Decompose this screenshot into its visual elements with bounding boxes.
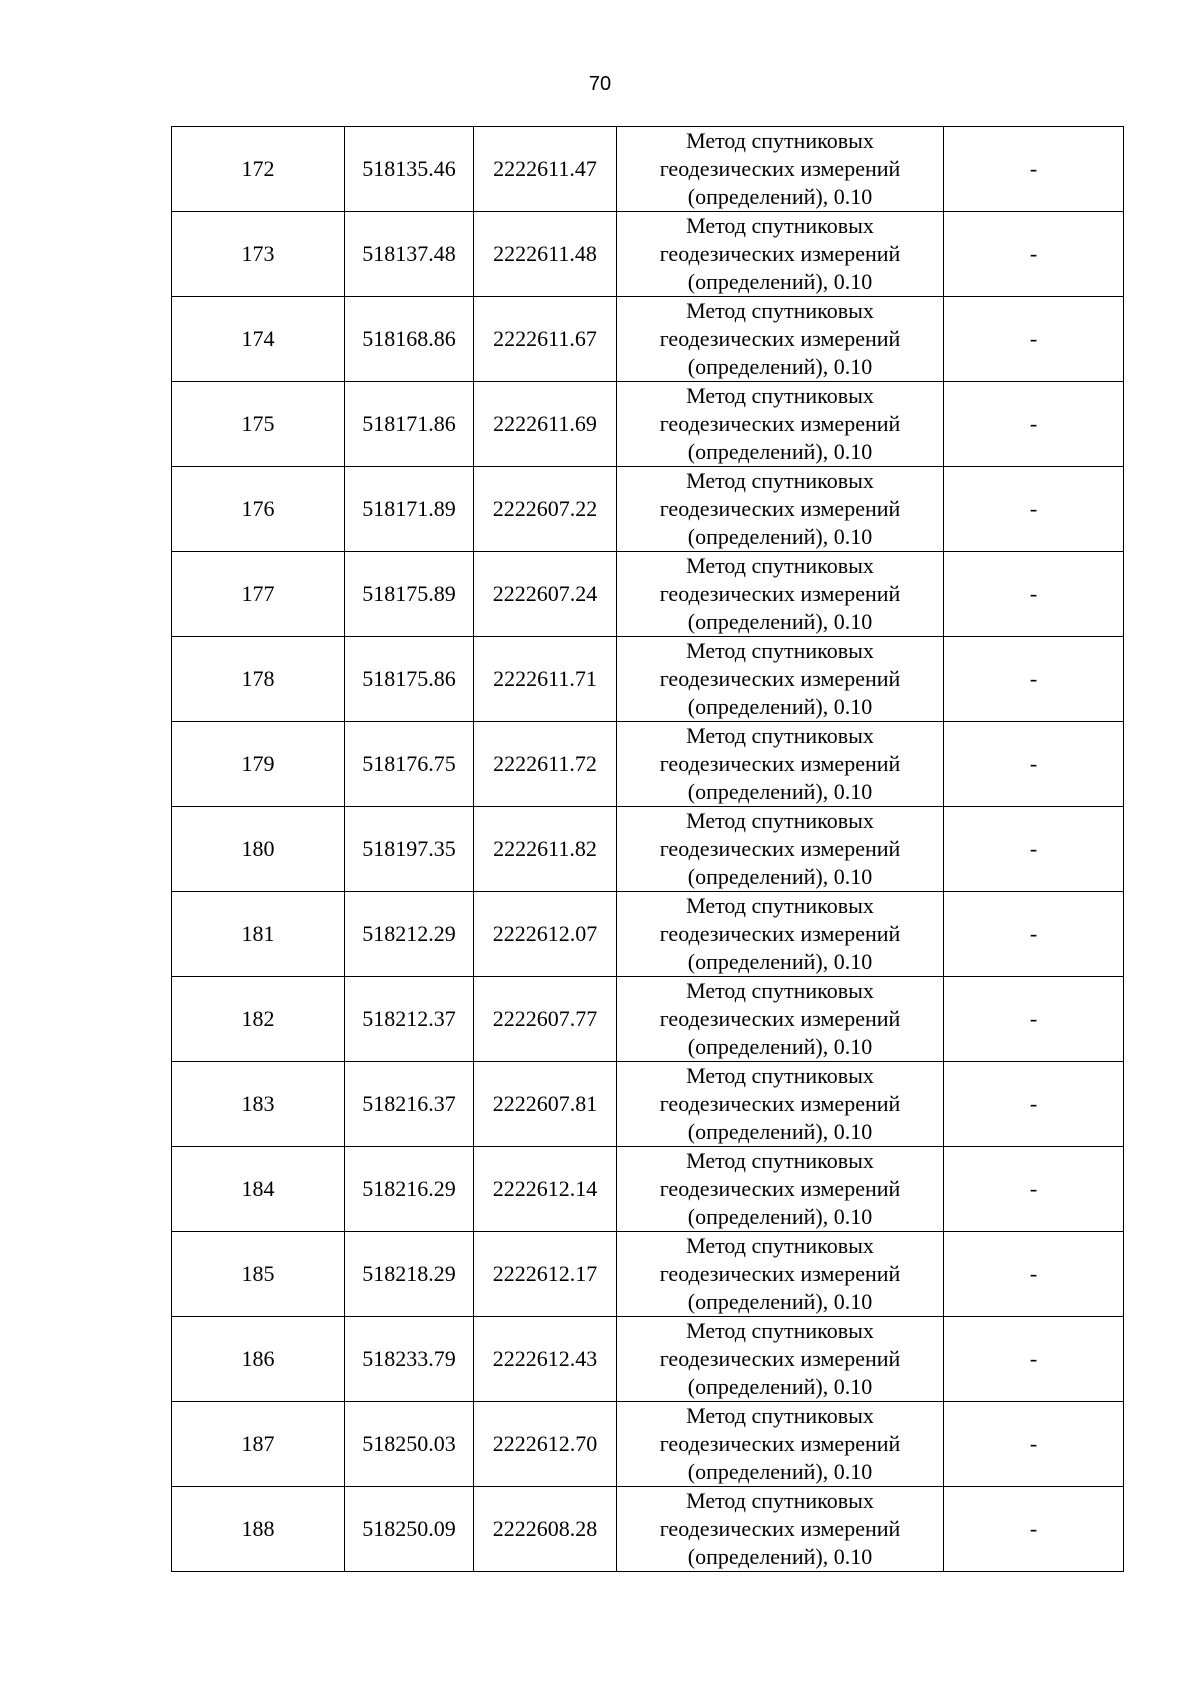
note-cell: - [944, 552, 1124, 637]
method-line: Метод спутниковых [686, 1488, 874, 1513]
method-line: геодезических измерений [659, 496, 901, 521]
x-coordinate-cell: 518250.03 [345, 1402, 474, 1487]
method-line: Метод спутниковых [686, 808, 874, 833]
method-line: (определений), 0.10 [687, 694, 873, 719]
y-coordinate-cell: 2222611.67 [474, 297, 617, 382]
x-coordinate-cell: 518171.89 [345, 467, 474, 552]
method-cell [617, 382, 944, 467]
note-cell: - [944, 382, 1124, 467]
note-cell: - [944, 212, 1124, 297]
method-line: (определений), 0.10 [687, 864, 873, 889]
method-cell [617, 892, 944, 977]
method-line: (определений), 0.10 [687, 354, 873, 379]
x-coordinate-cell: 518216.29 [345, 1147, 474, 1232]
table-row [172, 637, 1124, 722]
method-line: Метод спутниковых [686, 383, 874, 408]
note-cell: - [944, 1232, 1124, 1317]
method-line: Метод спутниковых [686, 1318, 874, 1343]
note-cell: - [944, 977, 1124, 1062]
method-line: (определений), 0.10 [687, 1374, 873, 1399]
method-line: геодезических измерений [659, 751, 901, 776]
method-line: геодезических измерений [659, 921, 901, 946]
method-line: (определений), 0.10 [687, 1119, 873, 1144]
table-row [172, 977, 1124, 1062]
method-line: (определений), 0.10 [687, 609, 873, 634]
x-coordinate-cell: 518218.29 [345, 1232, 474, 1317]
table-row [172, 212, 1124, 297]
y-coordinate-cell: 2222612.07 [474, 892, 617, 977]
point-number-cell: 172 [172, 127, 345, 212]
method-line: (определений), 0.10 [687, 439, 873, 464]
note-cell: - [944, 892, 1124, 977]
method-line: Метод спутниковых [686, 638, 874, 663]
method-line: Метод спутниковых [686, 298, 874, 323]
table-row [172, 1232, 1124, 1317]
table-row [172, 1147, 1124, 1232]
point-number-cell: 188 [172, 1487, 345, 1572]
table-row [172, 1402, 1124, 1487]
method-line: геодезических измерений [659, 1091, 901, 1116]
method-cell [617, 552, 944, 637]
method-line: геодезических измерений [659, 836, 901, 861]
note-cell: - [944, 1487, 1124, 1572]
coordinates-table [171, 126, 1124, 1572]
y-coordinate-cell: 2222611.48 [474, 212, 617, 297]
note-cell: - [944, 467, 1124, 552]
method-line: Метод спутниковых [686, 1403, 874, 1428]
method-line: геодезических измерений [659, 326, 901, 351]
method-line: геодезических измерений [659, 1431, 901, 1456]
method-cell [617, 807, 944, 892]
point-number-cell: 180 [172, 807, 345, 892]
method-line: (определений), 0.10 [687, 949, 873, 974]
y-coordinate-cell: 2222611.72 [474, 722, 617, 807]
table-row [172, 807, 1124, 892]
note-cell: - [944, 1147, 1124, 1232]
x-coordinate-cell: 518212.37 [345, 977, 474, 1062]
y-coordinate-cell: 2222612.70 [474, 1402, 617, 1487]
table-row [172, 127, 1124, 212]
method-cell [617, 637, 944, 722]
method-line: (определений), 0.10 [687, 1459, 873, 1484]
method-line: Метод спутниковых [686, 128, 874, 153]
method-cell [617, 212, 944, 297]
point-number-cell: 177 [172, 552, 345, 637]
y-coordinate-cell: 2222612.43 [474, 1317, 617, 1402]
table-row [172, 552, 1124, 637]
point-number-cell: 183 [172, 1062, 345, 1147]
method-line: Метод спутниковых [686, 1063, 874, 1088]
method-cell [617, 1062, 944, 1147]
table-row [172, 1317, 1124, 1402]
method-cell [617, 1402, 944, 1487]
y-coordinate-cell: 2222611.82 [474, 807, 617, 892]
method-line: (определений), 0.10 [687, 779, 873, 804]
table-row [172, 467, 1124, 552]
point-number-cell: 181 [172, 892, 345, 977]
y-coordinate-cell: 2222611.71 [474, 637, 617, 722]
note-cell: - [944, 297, 1124, 382]
point-number-cell: 176 [172, 467, 345, 552]
method-cell [617, 1317, 944, 1402]
table-row [172, 892, 1124, 977]
point-number-cell: 174 [172, 297, 345, 382]
method-cell [617, 722, 944, 807]
method-cell [617, 977, 944, 1062]
table-row [172, 722, 1124, 807]
page-number: 70 [588, 73, 612, 95]
note-cell: - [944, 807, 1124, 892]
method-line: Метод спутниковых [686, 978, 874, 1003]
method-line: (определений), 0.10 [687, 1289, 873, 1314]
y-coordinate-cell: 2222611.47 [474, 127, 617, 212]
table-row [172, 382, 1124, 467]
method-cell [617, 467, 944, 552]
point-number-cell: 173 [172, 212, 345, 297]
method-line: геодезических измерений [659, 666, 901, 691]
method-line: Метод спутниковых [686, 1148, 874, 1173]
method-line: геодезических измерений [659, 1261, 901, 1286]
method-line: геодезических измерений [659, 1516, 901, 1541]
x-coordinate-cell: 518250.09 [345, 1487, 474, 1572]
point-number-cell: 187 [172, 1402, 345, 1487]
y-coordinate-cell: 2222608.28 [474, 1487, 617, 1572]
x-coordinate-cell: 518137.48 [345, 212, 474, 297]
method-cell [617, 1232, 944, 1317]
method-line: (определений), 0.10 [687, 1544, 873, 1569]
point-number-cell: 186 [172, 1317, 345, 1402]
method-line: геодезических измерений [659, 241, 901, 266]
method-line: (определений), 0.10 [687, 269, 873, 294]
note-cell: - [944, 722, 1124, 807]
method-line: геодезических измерений [659, 156, 901, 181]
note-cell: - [944, 127, 1124, 212]
x-coordinate-cell: 518175.89 [345, 552, 474, 637]
x-coordinate-cell: 518176.75 [345, 722, 474, 807]
method-line: (определений), 0.10 [687, 524, 873, 549]
method-line: Метод спутниковых [686, 723, 874, 748]
note-cell: - [944, 637, 1124, 722]
method-line: геодезических измерений [659, 581, 901, 606]
x-coordinate-cell: 518233.79 [345, 1317, 474, 1402]
table-row [172, 297, 1124, 382]
method-line: геодезических измерений [659, 1346, 901, 1371]
coordinates-table-body [172, 127, 1124, 1572]
x-coordinate-cell: 518171.86 [345, 382, 474, 467]
y-coordinate-cell: 2222607.81 [474, 1062, 617, 1147]
point-number-cell: 178 [172, 637, 345, 722]
method-line: Метод спутниковых [686, 893, 874, 918]
method-line: геодезических измерений [659, 1176, 901, 1201]
method-cell [617, 127, 944, 212]
method-line: Метод спутниковых [686, 468, 874, 493]
point-number-cell: 175 [172, 382, 345, 467]
point-number-cell: 182 [172, 977, 345, 1062]
note-cell: - [944, 1317, 1124, 1402]
method-line: (определений), 0.10 [687, 1204, 873, 1229]
point-number-cell: 185 [172, 1232, 345, 1317]
method-line: (определений), 0.10 [687, 184, 873, 209]
x-coordinate-cell: 518212.29 [345, 892, 474, 977]
y-coordinate-cell: 2222607.22 [474, 467, 617, 552]
method-cell [617, 1147, 944, 1232]
y-coordinate-cell: 2222612.17 [474, 1232, 617, 1317]
table-row [172, 1487, 1124, 1572]
note-cell: - [944, 1402, 1124, 1487]
y-coordinate-cell: 2222607.77 [474, 977, 617, 1062]
x-coordinate-cell: 518135.46 [345, 127, 474, 212]
x-coordinate-cell: 518168.86 [345, 297, 474, 382]
point-number-cell: 184 [172, 1147, 345, 1232]
y-coordinate-cell: 2222612.14 [474, 1147, 617, 1232]
method-cell [617, 1487, 944, 1572]
method-line: (определений), 0.10 [687, 1034, 873, 1059]
method-line: Метод спутниковых [686, 213, 874, 238]
method-line: геодезических измерений [659, 1006, 901, 1031]
point-number-cell: 179 [172, 722, 345, 807]
method-line: Метод спутниковых [686, 553, 874, 578]
method-line: Метод спутниковых [686, 1233, 874, 1258]
method-cell [617, 297, 944, 382]
method-line: геодезических измерений [659, 411, 901, 436]
note-cell: - [944, 1062, 1124, 1147]
x-coordinate-cell: 518197.35 [345, 807, 474, 892]
x-coordinate-cell: 518216.37 [345, 1062, 474, 1147]
y-coordinate-cell: 2222611.69 [474, 382, 617, 467]
y-coordinate-cell: 2222607.24 [474, 552, 617, 637]
x-coordinate-cell: 518175.86 [345, 637, 474, 722]
table-row [172, 1062, 1124, 1147]
